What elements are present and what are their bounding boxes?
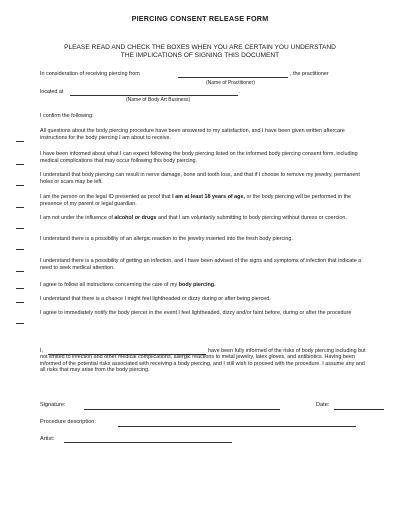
consent-item-text-pre: I am the person on the legal ID presented as proof that [40, 194, 173, 200]
artist-field[interactable] [64, 442, 232, 443]
consent-item-text-post: or the body piercing will be performed in the presence of my parent or legal guardian. [40, 194, 352, 207]
consent-item-text [40, 282, 372, 289]
practitioner-caption: (Name of Practitioner) [206, 80, 255, 86]
consent-check-line-6[interactable] [16, 249, 24, 250]
located-period: . [239, 89, 241, 95]
signature-field[interactable] [84, 409, 280, 410]
form-title: PIERCING CONSENT RELEASE FORM [131, 14, 269, 23]
consent-check-line-2[interactable] [16, 164, 24, 165]
business-name-field[interactable] [70, 95, 238, 96]
date-field[interactable] [334, 409, 384, 410]
consent-item-text [40, 194, 372, 207]
form-instructions [30, 44, 370, 60]
consent-item-text: All questions about the body piercing procedure have been answered to my satisfaction, and I have been given written aftercare instructions for the body piercing I am about to receive. [40, 128, 345, 141]
closing-statement: have been fully informed of the risks of body piercing including but not limited to infection and other medical complications, allergic reactions to metal jewelry, latex gloves, and antibiotics. Having been informed of the potential risks associated with receiving a body piercing, and I still wish to proceed with the procedure. I assume any and all risks that may arise from the body piercing. [40, 348, 366, 374]
consent-item-text-pre: I agree to follow all instructions concerning the care of my [40, 282, 179, 288]
consent-item-text [40, 215, 372, 222]
procedure-description-field[interactable] [118, 426, 356, 427]
consent-check-line-9[interactable] [16, 302, 24, 303]
intro-prefix: In consideration of receiving piercing from [40, 71, 140, 77]
instructions-line-2: THE IMPLICATIONS OF SIGNING THIS DOCUMENT [120, 52, 280, 59]
consent-item-text: I agree to immediately notify the body piercer in the event I feel lightheaded, dizzy and/or faint before, during or after the procedure [40, 310, 352, 316]
consent-check-line-4[interactable] [16, 207, 24, 208]
consent-item-text: I understand there is a possibility of getting an infection, and I have been advised of the signs and symptoms of infection that indicate a need to seek medical attention. [40, 258, 362, 271]
consent-item-text-bold: body piercing. [178, 282, 216, 288]
consent-check-line-3[interactable] [16, 185, 24, 186]
practitioner-name-field[interactable] [178, 77, 288, 78]
consent-item-text-bold: I am at least 18 years of age, [172, 194, 245, 200]
business-caption: (Name of Body Art Business) [126, 97, 191, 103]
consent-item-text-pre: I am not under the influence of [40, 215, 115, 221]
consent-check-line-10[interactable] [16, 323, 24, 324]
confirm-heading: I confirm the following: [40, 113, 94, 119]
located-at-label: located at [40, 89, 64, 95]
consent-check-line-1[interactable] [16, 141, 24, 142]
consent-item-text: I understand that there is a chance I might feel lightheaded or dizzy during or after being pierced. [40, 296, 271, 302]
consent-item-text: I understand there is a possibility of an allergic reaction to the jewelry inserted into the fresh body piercing. [40, 236, 293, 242]
consent-check-line-7[interactable] [16, 271, 24, 272]
closing-prefix: I, [40, 348, 43, 354]
consent-check-line-8[interactable] [16, 288, 24, 289]
consent-item-text: I have been informed about what I can expect following the body piercing listed on the informed body piercing consent form, including medical complications that may occur following this body piercing. [40, 151, 358, 164]
instructions-line-1: PLEASE READ AND CHECK THE BOXES WHEN YOU ARE CERTAIN YOU UNDERSTAND [64, 44, 336, 51]
artist-label: Artist: [40, 436, 55, 442]
consent-check-line-5[interactable] [16, 228, 24, 229]
intro-suffix: , the practitioner [290, 71, 329, 77]
consent-item-text-bold: alcohol or drugs [114, 215, 157, 221]
consent-item-text-post: and that I am voluntarily submitting to body piercing without duress or coercion. [156, 215, 347, 221]
procedure-label: Procedure description: [40, 419, 96, 425]
date-label: Date: [316, 402, 330, 408]
signature-label: Signature: [40, 402, 66, 408]
consent-item-text: I understand that body piercing can result in nerve damage, bone and tooth loss, and that if I choose to remove my jewelry, permanent holes or scars may be left. [40, 172, 360, 185]
